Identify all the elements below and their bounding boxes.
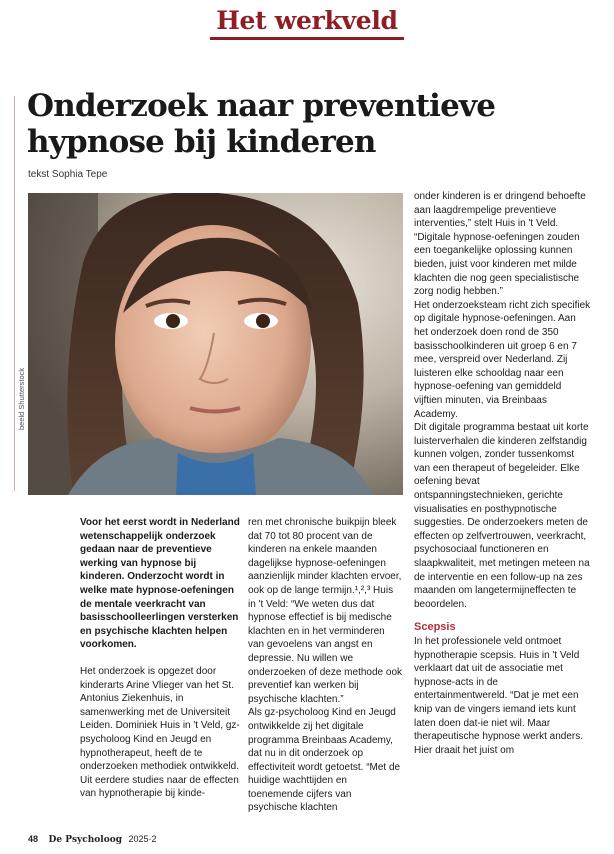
body-paragraph: Het onderzoeksteam richt zich specifiek op digitale hypnose-oefeningen. Aan het onderzoek doen rond de 350 basisschoolkinderen uit groep 6 en 7 mee, verspreid over Nederland. Zij luisteren elke schooldag naar een hypnose-oefening van gemiddeld vijftien minuten, via Breinbaas Academy. — [414, 299, 591, 420]
column-3 — [414, 190, 592, 757]
subheading-scepsis: Scepsis — [414, 621, 456, 634]
body-paragraph: In het professionele veld ontmoet hypnotherapie scepsis. Huis in 't Veld verklaart dat uit de associatie met hypnose-acts in de entertainmentwereld. “Dat je met een knip van de vingers iemand iets kunt laten doen dat-ie niet wil. Maar therapeutische hypnose werkt anders. Hier draait het juist om — [414, 636, 583, 756]
body-paragraph: Het onderzoek is opgezet door kinderarts Arine Vlieger van het St. Antonius Ziekenhuis, in samenwerking met de Universiteit Leiden. Dominiek Huis in 't Veld, gz-psycholoog Kind en Jeugd en hypnotherapeut, heeft de te onderzoeken methodiek ontwikkeld. Uit eerdere studies naar de effecten van hypnotherapie bij kinde- — [80, 665, 240, 800]
body-paragraph: ren met chronische buikpijn bleek dat 70 tot 80 procent van de kinderen na enkele maanden dagelijkse hypnose-oefeningen aanzienlijk minder klachten ervoer, ook op de lange termijn.¹,²,³ Huis in 't Veld: “We weten dus dat hypnose effectief is bij medische klachten en in het verminderen van gevoelens van angst en depressie. Nu willen we onderzoeken of deze methode ook preventief kan werken bij psychische klachten.” — [248, 517, 402, 705]
column-1 — [80, 516, 240, 801]
intro-paragraph: Voor het eerst wordt in Nederland wetenschappelijk onderzoek gedaan naar de preventieve werking van hypnose bij kinderen. Onderzocht wordt in welke mate hypnose-oefeningen de mentale veerkracht van basisschoolleerlingen versterken en psychische klachten helpen voorkomen. — [80, 517, 240, 651]
article-photo — [28, 193, 403, 495]
side-rule — [14, 96, 15, 491]
issue-number: 2025·2 — [128, 834, 157, 844]
child-portrait-illustration — [28, 193, 403, 495]
page-number: 48 — [28, 834, 39, 844]
article-title: Onderzoek naar preventieve hypnose bij kinderen — [27, 88, 496, 160]
byline: tekst Sophia Tepe — [28, 169, 108, 180]
column-2 — [248, 516, 403, 815]
body-paragraph: Dit digitale programma bestaat uit korte luisterverhalen die kinderen zelfstandig kunnen volgen, zonder tussenkomst van een therapeut of begeleider. Elke oefening bevat ontspanningstechnieken, gerichte visualisaties en posthypnotische suggesties. De onderzoekers meten de effecten op zelfvertrouwen, veerkracht, psychosociaal functioneren en slaapkwaliteit, met metingen meteen na de interventie en een follow-up na zes maanden om langetermijneffecten te beoordelen. — [414, 422, 590, 610]
page-footer — [28, 834, 157, 845]
magazine-name: De Psycholoog — [48, 835, 123, 845]
photo-credit: beeld Shutterstock — [17, 367, 26, 430]
body-paragraph: onder kinderen is er dringend behoefte aan laagdrempelige preventieve interventies,” stelt Huis in 't Veld. “Digitale hypnose-oefeningen zouden een toegankelijke oplossing kunnen bieden, juist voor kinderen met milde klachten die nog geen specialistische zorg nodig hebben.” — [414, 191, 586, 298]
section-title: Het werkveld — [210, 6, 404, 40]
section-header — [0, 6, 614, 40]
body-paragraph: Als gz-psycholoog Kind en Jeugd ontwikkelde zij het digitale programma Breinbaas Academy, dat nu in dit onderzoek op effectiviteit wordt getoetst. “Met de huidige wachttijden en toenemende cijfers van psychische klachten — [248, 707, 401, 814]
